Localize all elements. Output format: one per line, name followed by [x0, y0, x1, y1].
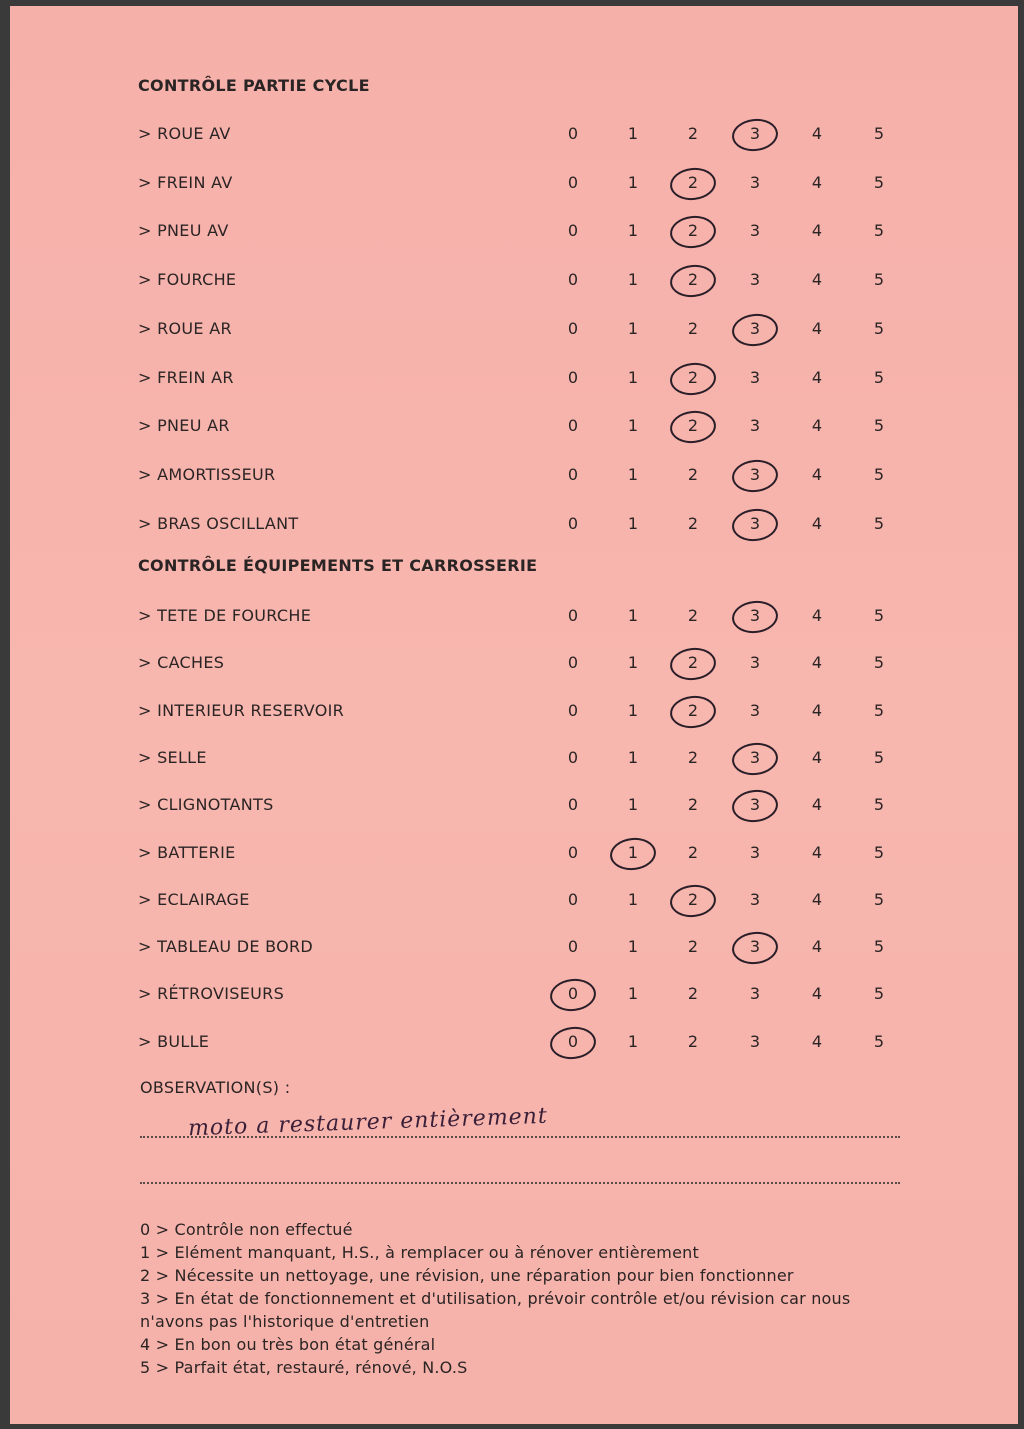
item-label: > TABLEAU DE BORD [138, 937, 314, 957]
score-option[interactable]: 1 [627, 367, 639, 387]
item-label: > BRAS OSCILLANT [138, 513, 299, 533]
item-label: > SELLE [138, 747, 207, 767]
checklist-row [10, 171, 1018, 195]
legend-line-2: 2 > Nécessite un nettoyage, une révision, une réparation pour bien fonctionner [140, 1266, 794, 1285]
score-option[interactable]: 1 [627, 606, 639, 625]
score-option[interactable]: 5 [873, 513, 885, 533]
score-option[interactable]: 3 [749, 221, 761, 241]
item-label: > PNEU AV [138, 221, 229, 241]
score-option[interactable]: 1 [627, 318, 639, 338]
score-option-selected[interactable]: 3 [740, 793, 770, 817]
score-option[interactable]: 0 [567, 606, 579, 625]
score-option[interactable]: 1 [627, 172, 639, 192]
score-option[interactable]: 1 [627, 747, 639, 767]
legend-line-1: 1 > Elément manquant, H.S., à remplacer ou à rénover entièrement [140, 1243, 699, 1262]
score-option-selected[interactable]: 3 [740, 746, 770, 770]
legend-line-5: 5 > Parfait état, restauré, rénové, N.O.S [140, 1358, 468, 1377]
item-label: > ECLAIRAGE [138, 889, 250, 909]
score-option[interactable]: 2 [687, 464, 699, 484]
score-option[interactable]: 3 [749, 700, 761, 720]
score-option[interactable]: 1 [627, 124, 639, 143]
score-option[interactable]: 2 [687, 842, 699, 862]
score-option[interactable]: 0 [567, 653, 579, 673]
score-option[interactable]: 4 [811, 367, 823, 387]
score-option-selected[interactable]: 3 [740, 122, 770, 146]
score-option[interactable]: 4 [811, 889, 823, 909]
legend-line-4: 4 > En bon ou très bon état général [140, 1335, 436, 1354]
score-option[interactable]: 1 [627, 270, 639, 290]
score-option[interactable]: 0 [567, 842, 579, 862]
score-option[interactable]: 4 [811, 464, 823, 484]
observations-line-2 [140, 1182, 900, 1184]
score-option[interactable]: 1 [627, 984, 639, 1004]
checklist-row [10, 317, 1018, 341]
score-option[interactable]: 5 [873, 367, 885, 387]
score-option[interactable]: 0 [567, 513, 579, 533]
score-option[interactable]: 3 [749, 1031, 761, 1051]
section-title: CONTRÔLE ÉQUIPEMENTS ET CARROSSERIE [138, 556, 538, 575]
section-title: CONTRÔLE PARTIE CYCLE [138, 76, 370, 95]
score-option[interactable]: 0 [567, 270, 579, 290]
item-label: > INTERIEUR RESERVOIR [138, 700, 345, 720]
score-option[interactable]: 4 [811, 606, 823, 625]
checklist-row [10, 512, 1018, 536]
score-option[interactable]: 1 [627, 937, 639, 957]
score-option[interactable]: 0 [567, 416, 579, 436]
score-option[interactable]: 2 [687, 984, 699, 1004]
score-option-selected[interactable]: 3 [740, 935, 770, 959]
item-label: > FREIN AR [138, 367, 234, 387]
score-option[interactable]: 2 [687, 124, 699, 143]
checklist-row [10, 463, 1018, 487]
checklist-row [10, 122, 1018, 146]
score-option[interactable]: 3 [749, 842, 761, 862]
checklist-row [10, 268, 1018, 292]
score-option[interactable]: 2 [687, 513, 699, 533]
score-option-selected[interactable]: 0 [558, 1030, 588, 1054]
score-option[interactable]: 5 [873, 416, 885, 436]
score-option[interactable]: 3 [749, 172, 761, 192]
legend-line-3: 3 > En état de fonctionnement et d'utilisation, prévoir contrôle et/ou révision car nous [140, 1289, 851, 1308]
score-option-selected[interactable]: 3 [740, 463, 770, 487]
score-option[interactable]: 5 [873, 937, 885, 957]
score-option[interactable]: 0 [567, 221, 579, 241]
score-option[interactable]: 5 [873, 653, 885, 673]
item-label: > TETE DE FOURCHE [138, 606, 312, 625]
score-option-selected[interactable]: 2 [678, 699, 708, 723]
score-option-selected[interactable]: 0 [558, 982, 588, 1006]
item-label: > AMORTISSEUR [138, 464, 276, 484]
score-option-selected[interactable]: 2 [678, 888, 708, 912]
score-option[interactable]: 4 [811, 318, 823, 338]
score-option[interactable]: 1 [627, 513, 639, 533]
score-option[interactable]: 1 [627, 416, 639, 436]
checklist-row [10, 414, 1018, 438]
score-option[interactable]: 4 [811, 795, 823, 815]
rating-legend [140, 1218, 900, 1379]
score-option[interactable]: 5 [873, 172, 885, 192]
score-option[interactable]: 3 [749, 367, 761, 387]
score-option-selected[interactable]: 2 [678, 651, 708, 675]
score-option[interactable]: 5 [873, 700, 885, 720]
score-option-selected[interactable]: 3 [740, 512, 770, 536]
item-label: > BULLE [138, 1031, 210, 1051]
item-label: > CLIGNOTANTS [138, 795, 274, 815]
score-option[interactable]: 3 [749, 416, 761, 436]
checklist-row [10, 888, 1018, 912]
score-option-selected[interactable]: 2 [678, 219, 708, 243]
item-label: > PNEU AR [138, 416, 230, 436]
score-option[interactable]: 3 [749, 889, 761, 909]
checklist-row [10, 604, 1018, 628]
score-option-selected[interactable]: 1 [618, 841, 648, 865]
score-option[interactable]: 2 [687, 606, 699, 625]
score-option[interactable]: 0 [567, 889, 579, 909]
score-option[interactable]: 1 [627, 221, 639, 241]
legend-line-0: 0 > Contrôle non effectué [140, 1220, 353, 1239]
checklist-row [10, 366, 1018, 390]
item-label: > CACHES [138, 653, 225, 673]
score-option[interactable]: 2 [687, 795, 699, 815]
legend-line-3-cont: n'avons pas l'historique d'entretien [140, 1312, 430, 1331]
score-option[interactable]: 3 [749, 984, 761, 1004]
checklist-row [10, 219, 1018, 243]
observations-handwritten-note: moto a restaurer entièrement [187, 1103, 549, 1142]
score-option[interactable]: 5 [873, 318, 885, 338]
item-label: > BATTERIE [138, 842, 236, 862]
score-option[interactable]: 3 [749, 270, 761, 290]
score-option[interactable]: 0 [567, 937, 579, 957]
score-option[interactable]: 0 [567, 318, 579, 338]
score-option[interactable]: 4 [811, 221, 823, 241]
score-option[interactable]: 0 [567, 367, 579, 387]
score-option[interactable]: 4 [811, 1031, 823, 1051]
observations-line-1 [140, 1136, 900, 1138]
score-option-selected[interactable]: 2 [678, 171, 708, 195]
score-option[interactable]: 4 [811, 124, 823, 143]
score-option-selected[interactable]: 2 [678, 414, 708, 438]
score-option[interactable]: 4 [811, 653, 823, 673]
checklist-row [10, 982, 1018, 1006]
checklist-row [10, 841, 1018, 865]
checklist-row [10, 699, 1018, 723]
score-option-selected[interactable]: 3 [740, 317, 770, 341]
checklist-row [10, 935, 1018, 959]
score-option[interactable]: 1 [627, 464, 639, 484]
score-option[interactable]: 4 [811, 842, 823, 862]
score-option[interactable]: 5 [873, 124, 885, 143]
score-option[interactable]: 1 [627, 653, 639, 673]
score-option[interactable]: 0 [567, 700, 579, 720]
score-option[interactable]: 2 [687, 747, 699, 767]
score-option[interactable]: 4 [811, 416, 823, 436]
score-option[interactable]: 4 [811, 984, 823, 1004]
score-option[interactable]: 5 [873, 270, 885, 290]
score-option[interactable]: 4 [811, 747, 823, 767]
score-option[interactable]: 4 [811, 172, 823, 192]
score-option[interactable]: 0 [567, 795, 579, 815]
score-option[interactable]: 0 [567, 124, 579, 143]
score-option[interactable]: 4 [811, 513, 823, 533]
score-option[interactable]: 4 [811, 700, 823, 720]
score-option[interactable]: 5 [873, 606, 885, 625]
score-option[interactable]: 3 [749, 653, 761, 673]
score-option[interactable]: 0 [567, 747, 579, 767]
score-option[interactable]: 5 [873, 984, 885, 1004]
score-option[interactable]: 0 [567, 464, 579, 484]
score-option[interactable]: 5 [873, 747, 885, 767]
score-option[interactable]: 5 [873, 795, 885, 815]
checklist-row [10, 651, 1018, 675]
score-option[interactable]: 2 [687, 1031, 699, 1051]
score-option[interactable]: 1 [627, 795, 639, 815]
score-option[interactable]: 1 [627, 1031, 639, 1051]
score-option[interactable]: 0 [567, 172, 579, 192]
item-label: > FOURCHE [138, 270, 237, 290]
score-option[interactable]: 5 [873, 221, 885, 241]
score-option[interactable]: 4 [811, 937, 823, 957]
score-option[interactable]: 1 [627, 889, 639, 909]
score-option[interactable]: 5 [873, 1031, 885, 1051]
item-label: > ROUE AR [138, 318, 232, 338]
score-option-selected[interactable]: 2 [678, 366, 708, 390]
item-label: > RÉTROVISEURS [138, 984, 285, 1004]
score-option[interactable]: 1 [627, 700, 639, 720]
score-option-selected[interactable]: 2 [678, 268, 708, 292]
inspection-sheet [10, 6, 1018, 1424]
score-option-selected[interactable]: 3 [740, 604, 770, 628]
item-label: > FREIN AV [138, 172, 233, 192]
score-option[interactable]: 2 [687, 937, 699, 957]
score-option[interactable]: 5 [873, 889, 885, 909]
checklist-row [10, 1030, 1018, 1054]
score-option[interactable]: 2 [687, 318, 699, 338]
item-label: > ROUE AV [138, 124, 231, 143]
observations-label: OBSERVATION(S) : [140, 1078, 291, 1097]
checklist-row [10, 746, 1018, 770]
score-option[interactable]: 4 [811, 270, 823, 290]
score-option[interactable]: 5 [873, 842, 885, 862]
checklist-row [10, 793, 1018, 817]
score-option[interactable]: 5 [873, 464, 885, 484]
